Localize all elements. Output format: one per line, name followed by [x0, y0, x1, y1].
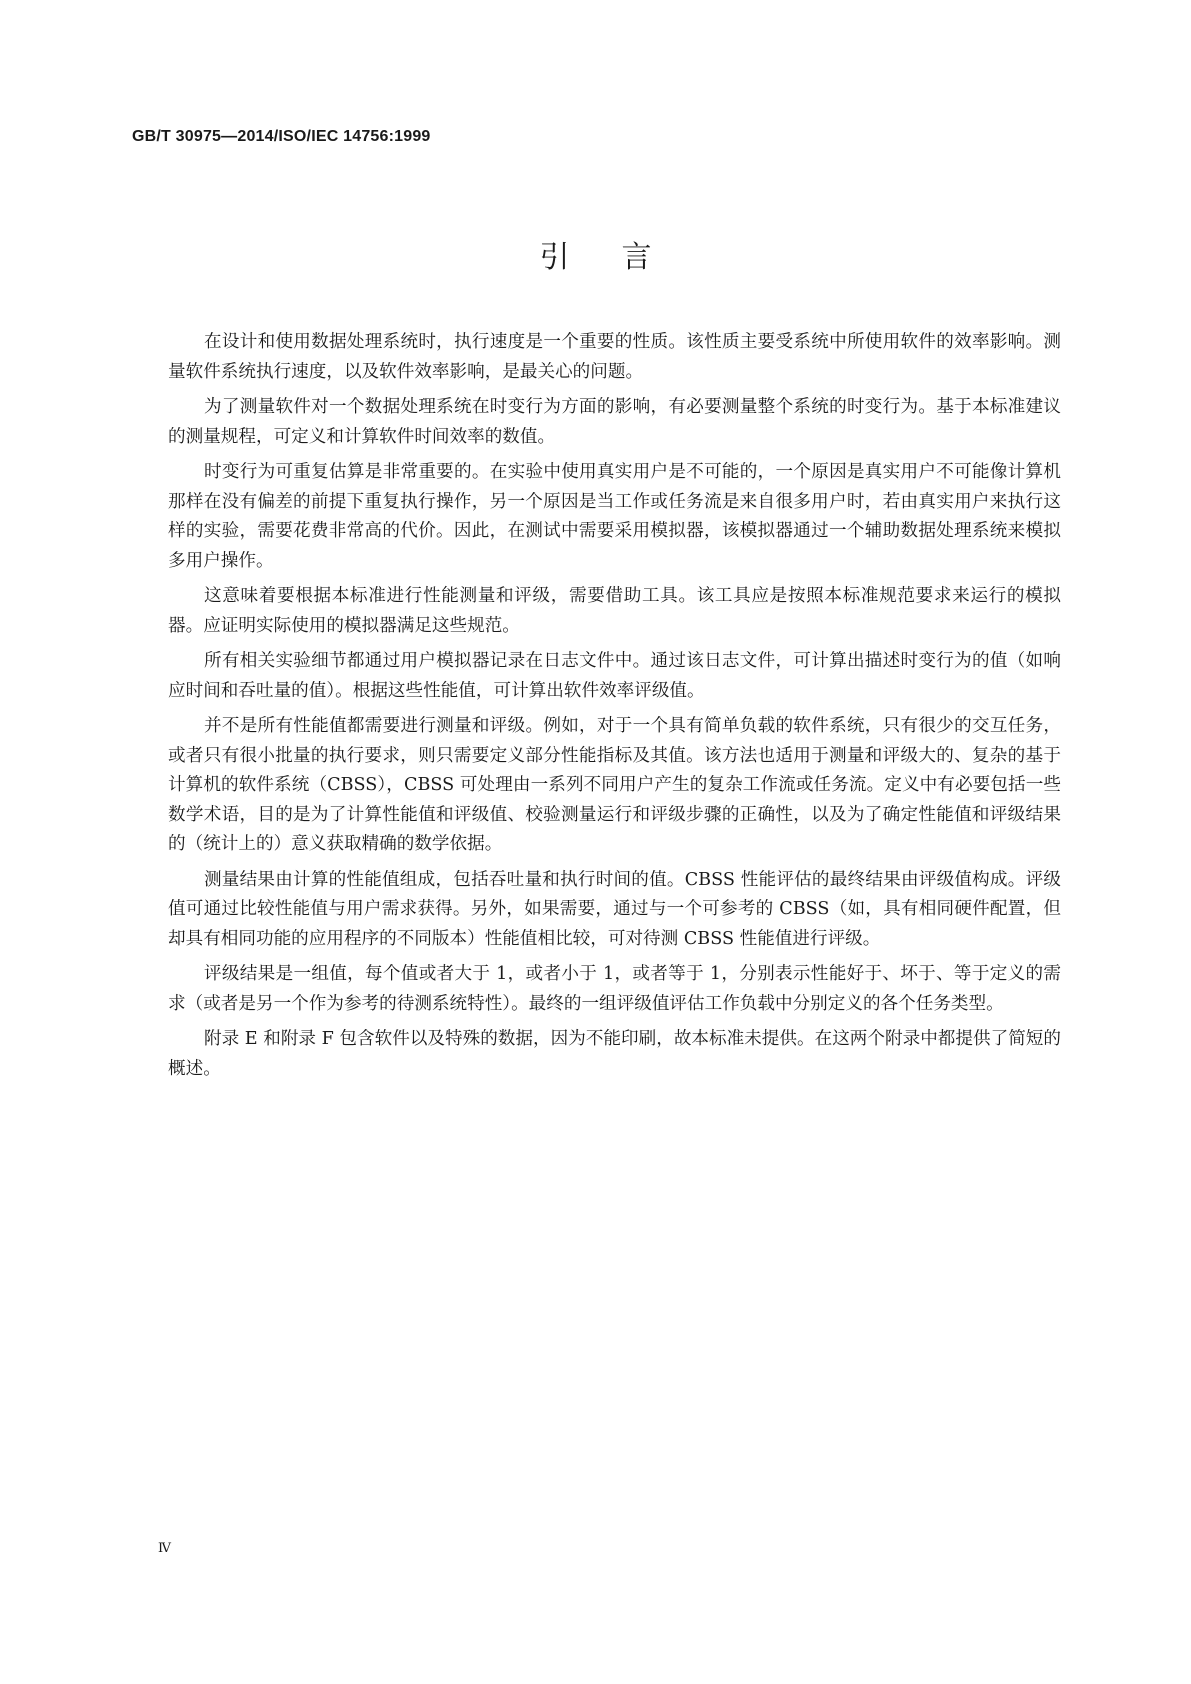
paragraph-4: 这意味着要根据本标准进行性能测量和评级，需要借助工具。该工具应是按照本标准规范要求来运行的模拟器。应证明实际使用的模拟器满足这些规范。	[168, 586, 1061, 636]
paragraph-5: 所有相关实验细节都通过用户模拟器记录在日志文件中。通过该日志文件，可计算出描述时变行为的值（如响应时间和吞吐量的值）。根据这些性能值，可计算出软件效率评级值。	[168, 651, 1061, 701]
paragraph-9: 附录 E 和附录 F 包含软件以及特殊的数据，因为不能印刷，故本标准未提供。在这两个附录中都提供了简短的概述。	[168, 1029, 1061, 1079]
paragraph-8: 评级结果是一组值，每个值或者大于 1，或者小于 1，或者等于 1，分别表示性能好于、坏于、等于定义的需求（或者是另一个作为参考的待测系统特性）。最终的一组评级值评估工作负载中分别定义的各个任务类型。	[168, 964, 1061, 1014]
body-text	[168, 328, 1061, 1090]
paragraph-3: 时变行为可重复估算是非常重要的。在实验中使用真实用户是不可能的，一个原因是真实用户不可能像计算机那样在没有偏差的前提下重复执行操作，另一个原因是当工作或任务流是来自很多用户时，若由真实用户来执行这样的实验，需要花费非常高的代价。因此，在测试中需要采用模拟器，该模拟器通过一个辅助数据处理系统来模拟多用户操作。	[168, 462, 1061, 571]
paragraph-2: 为了测量软件对一个数据处理系统在时变行为方面的影响，有必要测量整个系统的时变行为。基于本标准建议的测量规程，可定义和计算软件时间效率的数值。	[168, 397, 1061, 447]
paragraph-7: 测量结果由计算的性能值组成，包括吞吐量和执行时间的值。CBSS 性能评估的最终结果由评级值构成。评级值可通过比较性能值与用户需求获得。另外，如果需要，通过与一个可参考的 CBSS（如，具有相同硬件配置，但却具有相同功能的应用程序的不同版本）性能值相比较，可对待测 CBSS 性能值进行评级。	[168, 869, 1061, 949]
paragraph-6: 并不是所有性能值都需要进行测量和评级。例如，对于一个具有简单负载的软件系统，只有很少的交互任务，或者只有很小批量的执行要求，则只需要定义部分性能指标及其值。该方法也适用于测量和评级大的、复杂的基于计算机的软件系统（CBSS），CBSS 可处理由一系列不同用户产生的复杂工作流或任务流。定义中有必要包括一些数学术语，目的是为了计算性能值和评级值、校验测量运行和评级步骤的正确性，以及为了确定性能值和评级结果的（统计上的）意义获取精确的数学依据。	[168, 716, 1061, 854]
page-title: 引言	[539, 240, 704, 275]
page-number: Ⅳ	[158, 1541, 171, 1556]
paragraph-1: 在设计和使用数据处理系统时，执行速度是一个重要的性质。该性质主要受系统中所使用软件的效率影响。测量软件系统执行速度，以及软件效率影响，是最关心的问题。	[168, 332, 1061, 382]
standard-code-header: GB/T 30975—2014/ISO/IEC 14756:1999	[132, 128, 431, 145]
